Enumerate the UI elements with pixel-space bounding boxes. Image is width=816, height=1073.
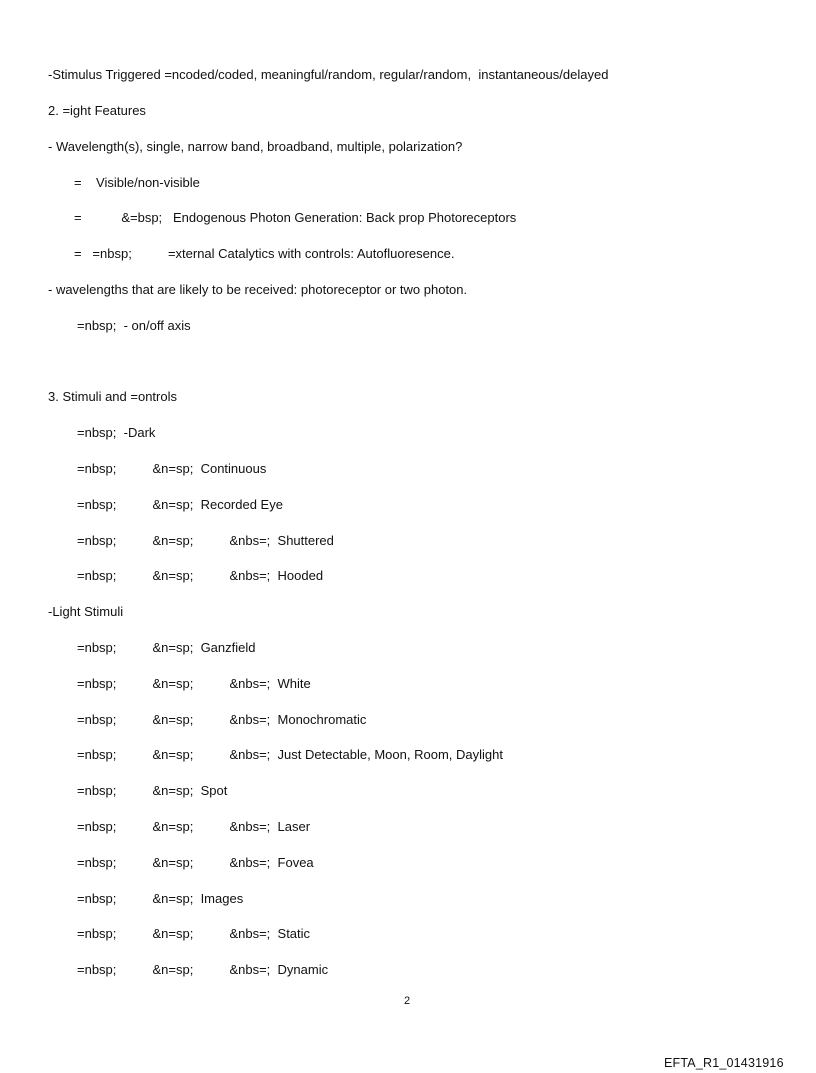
text-line: =nbsp; &n=sp; &nbs=; Fovea <box>77 855 314 870</box>
text-line: =nbsp; &n=sp; Continuous <box>77 461 267 476</box>
text-line: = =nbsp; =xternal Catalytics with controls: Autofluoresence. <box>74 246 455 261</box>
text-line: =nbsp; &n=sp; &nbs=; Dynamic <box>77 962 329 977</box>
page-number: 2 <box>404 995 411 1007</box>
section-heading: 3. Stimuli and =ontrols <box>48 389 177 404</box>
text-line: =nbsp; &n=sp; Recorded Eye <box>77 497 283 512</box>
text-line: =nbsp; &n=sp; &nbs=; Monochromatic <box>77 712 367 727</box>
text-line: - wavelengths that are likely to be received: photoreceptor or two photon. <box>48 282 468 297</box>
text-line: = &=bsp; Endogenous Photon Generation: Back prop Photoreceptors <box>74 210 517 225</box>
text-line: =nbsp; - on/off axis <box>77 318 191 333</box>
text-line: - Wavelength(s), single, narrow band, broadband, multiple, polarization? <box>48 139 463 154</box>
text-line: = Visible/non-visible <box>74 175 200 190</box>
text-line: =nbsp; -Dark <box>77 425 156 440</box>
text-line: =nbsp; &n=sp; &nbs=; Hooded <box>77 568 324 583</box>
text-line: =nbsp; &n=sp; &nbs=; Static <box>77 926 311 941</box>
text-line: -Stimulus Triggered =ncoded/coded, meaningful/random, regular/random, instantaneous/delayed <box>48 67 609 82</box>
document-id: EFTA_R1_01431916 <box>664 1056 784 1070</box>
text-line: =nbsp; &n=sp; &nbs=; Laser <box>77 819 311 834</box>
text-line: =nbsp; &n=sp; Spot <box>77 783 228 798</box>
text-line: =nbsp; &n=sp; Ganzfield <box>77 640 256 655</box>
text-line: =nbsp; &n=sp; &nbs=; White <box>77 676 311 691</box>
section-heading: 2. =ight Features <box>48 103 146 118</box>
text-line: =nbsp; &n=sp; Images <box>77 891 244 906</box>
text-line: =nbsp; &n=sp; &nbs=; Just Detectable, Moon, Room, Daylight <box>77 747 503 762</box>
text-line: -Light Stimuli <box>48 604 124 619</box>
text-line: =nbsp; &n=sp; &nbs=; Shuttered <box>77 533 334 548</box>
